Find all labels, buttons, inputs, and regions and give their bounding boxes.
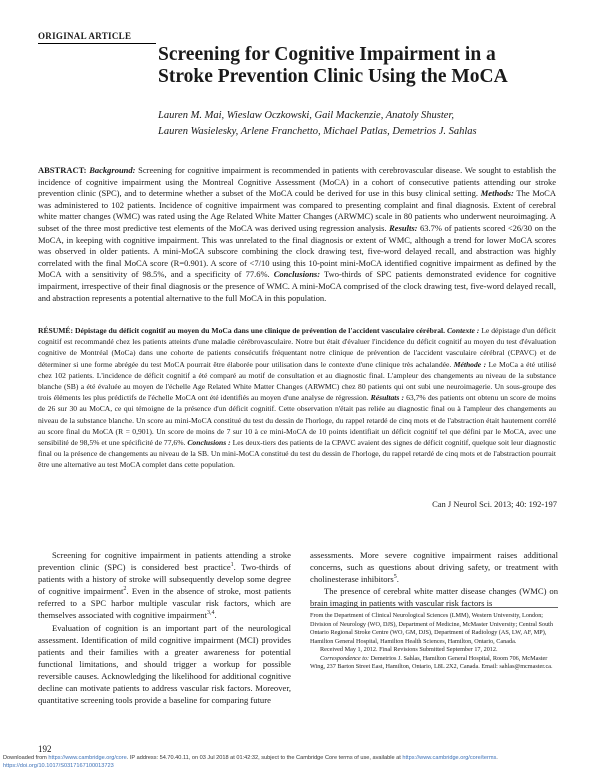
contexte-text: Le dépistage d'un déficit cognitif est recommandé chez les patients atteints d'une maladie cérébrovasculaire. Notre but était d'évaluer l'incidence du déficit cognitif au moyen du test d'évaluation cognitive de Montréal (MoCa) dans une cohorte de patients consécutifs fréquentant notre clinique de prévention de l'accident vasculaire cérébral (CPAVC) et de déterminer si une forme abrégée du test MoCA pourrait être élaborée pour utilisation dans le contexte d'une clinique très achalandée. [38,326,556,369]
reference-marker[interactable]: 3,4 [206,610,215,617]
methode-text: Le MoCa a été utilisé chez 102 patients. L'incidence de déficit cognitif a été comparé au motif de consultation et au diagnostic final. L'ampleur des changements au niveau de la substance blanche (SB) a été évaluée au moyen de l'échelle Age Related White Matter Changes (ARWMC) chez 80 patients qui ont subi une neuroimagerie. Un sous-groupe des trois éléments les plus prédictifs de l'échelle MoCA ont été identifiés au moyen d'une analyse de régression. [38,359,557,403]
cambridge-core-link[interactable]: https://www.cambridge.org/core [48,755,127,761]
methods-text: The MoCA was administered to 102 patients. Incidence of cognitive impairment was compared to presenting complaint and final diagnosis. Extent of cerebral white matter changes (WMC) was rated using the Age Related White Matter Changes (ARWMC) scale in 80 patients who underwent neuroimaging. A subset of the three most predictive test elements of the MoCA was derived using regression analysis. [38,188,556,233]
affiliation-divider [310,607,558,608]
reference-marker[interactable]: 5 [393,574,397,581]
resume-conclusions-text: Les deux-tiers des patients de la CPAVC avaient des signes de déficit cognitif, quelque soit leur diagnostic final ou la présence de changements au niveau de la SB. Un mini-MoCA constitué du test du dessin de l'horloge, du rappel retardé de cinq mots et de l'abstraction pourrait être une alternative au test MoCA complet dans cette population. [38,438,556,470]
body-paragraph: assessments. More severe cognitive impairment raises additional concerns, such as questions about driving safety, or treatment with cholinesterase inhibitors$^5$. [310,550,558,585]
body-paragraph: The presence of cerebral white matter disease changes (WMC) on brain imaging in patients with vascular risk factors is [310,586,558,609]
affiliation-from: From the Department of Clinical Neurological Sciences (LMM), Western University, London; Division of Neurology (WO, DJS), Department of Medicine, McMaster University; Central South Ontario Regional Stroke Centre (WO, GM, DJS), Department of Radiology (AS, LW, AF, MP), Hamilton General Hospital, Hamilton Health Sciences, Hamilton, Ontario, Canada. [310,612,553,645]
section-label: ORIGINAL ARTICLE [38,31,132,41]
abstract [38,165,556,304]
resume-title: RÉSUMÉ: Dépistage du déficit cognitif au moyen du MoCa dans une clinique de prévention de l'accident vasculaire cérébral. [38,326,446,335]
background-label: Background: [89,165,136,175]
abstract-heading: ABSTRACT: [38,165,87,175]
received-dates: Received May 1, 2012. Final Revisions Submitted September 17, 2012. [320,646,498,653]
french-abstract [38,325,556,471]
journal-citation: Can J Neurol Sci. 2013; 40: 192-197 [432,499,557,509]
background-text: Screening for cognitive impairment is recommended in patients with cerebrovascular disease. We sought to establish the incidence of cognitive impairment using the Montreal Cognitive Assessment (MoCA) in a cohort of consecutive patients attending our stroke prevention clinic (SPC), and to determine whether a subset of the MoCA could be derived for use in this busy clinical setting. [38,165,556,199]
footer-line-2 [3,763,591,771]
authors-line-2: Lauren Wasielesky, Arlene Franchetto, Michael Patlas, Demetrios J. Sahlas [158,126,477,137]
results-text: 63.7% of patients scored <26/30 on the MoCA, in keeping with cognitive impairment. This was unrelated to the final diagnosis or extent of WMC, although a trend for lower MoCA scores was observed in older patients. A mini-MoCA subscore combining the clock drawing test, five-word delayed recall, and abstraction was highly correlated with the final MoCA score (R=0.901). A score of <7/10 using this 10-point mini-MoCA identified cognitive impairment as defined by the MoCA with a sensitivity of 98.5%, and a specificity of 77.6%. [38,222,556,280]
resume-conclusions-label: Conclusions : [187,438,231,448]
resultats-label: Résultats : [370,393,404,403]
body-column-right [310,549,558,609]
conclusions-label: Conclusions: [273,269,321,280]
author-list [158,108,578,140]
affiliation-note [310,612,558,672]
authors-line-1: Lauren M. Mai, Wieslaw Oczkowski, Gail Mackenzie, Anatoly Shuster, [158,110,455,121]
footer-line-1: Downloaded from https://www.cambridge.org/core. IP address: 54.70.40.11, on 03 Jul 2018 at 01:42:32, subject to the Cambridge Core terms of use, available at https://www.cambridge.org/core/terms. [3,755,498,761]
results-label: Results: [389,222,418,233]
correspondence: Correspondence to: Demetrios J. Sahlas, Hamilton General Hospital, Room 706, McMaster Wing, 237 Barton Street East, Hamilton, Ontario, L8L 2X2, Canada. Email: sahlas@mcmaster.ca. [310,654,553,670]
download-footer [3,755,591,770]
section-divider [38,43,156,44]
reference-marker[interactable]: 1 [230,562,234,569]
resultats-text: 63,7% des patients ont obtenu un score de moins de 26 sur 30 au MoCA, ce qui témoigne de la présence d'un déficit cognitif. Cette observation n'était pas reliée au diagnostic final ou à l'ampleur des changements au niveau de la substance blanche. Un score au mini-MoCA constitué du test du dessin de l'horloge, du rappel retardé de cinq mots et de l'abstraction était hautement corrélé au score final du MoCA (R = 0,901). Un score de moins de 7 sur 10 à ce mini-MoCA de 10 points identifiait un déficit cognitif tel que défini par le MoCA, avec une sensibilité de 98,5% et une spécificité de 77,6%. [38,393,557,448]
article-title [158,44,578,88]
methods-label: Methods: [480,188,514,199]
title-line-2: Stroke Prevention Clinic Using the MoCA [158,66,508,87]
title-line-1: Screening for Cognitive Impairment in a [158,44,496,65]
body-column-left [38,549,291,706]
terms-link[interactable]: https://www.cambridge.org/core/terms [402,755,497,761]
body-paragraph: Screening for cognitive impairment in patients attending a stroke prevention clinic (SPC) is considered best practice$^1$. Two-thirds of patients with a history of stroke will subsequently develop some degree of cognitive impairment$^2$. Even in the absence of stroke, most patients referred to a SPC harbor multiple vascular risk factors, which are themselves associated with cognitive impairment$^{3,4}$. [38,550,291,621]
body-paragraph: Evaluation of cognition is an important part of the neurological assessment. Identification of mild cognitive impairment (MCI) provides patients and their families with a greater awareness for potential functional limitations, and should trigger a workup for possible reversible causes. Acknowledging the likelihood for additional cognitive decline can motivate patients to address vascular risk factors. Moreover, quantitative screening tools provide a baseline for comparing future [38,622,291,706]
contexte-label: Contexte : [446,326,480,335]
page-number: 192 [38,744,52,754]
reference-marker[interactable]: 2 [123,586,127,593]
methode-label: Méthode : [453,359,487,369]
conclusions-text: Two-thirds of SPC patients demonstrated evidence for cognitive impairment, irrespective of their final diagnosis or the presence of WMC. A mini-MoCA comprised of the clock drawing test, five-word delayed recall, and abstraction represents a potential alternative to the full MoCA in this population. [38,269,557,303]
correspondence-label: Correspondence to: [320,654,370,662]
doi-link[interactable]: https://doi.org/10.1017/S0317167100013723 [3,762,114,769]
